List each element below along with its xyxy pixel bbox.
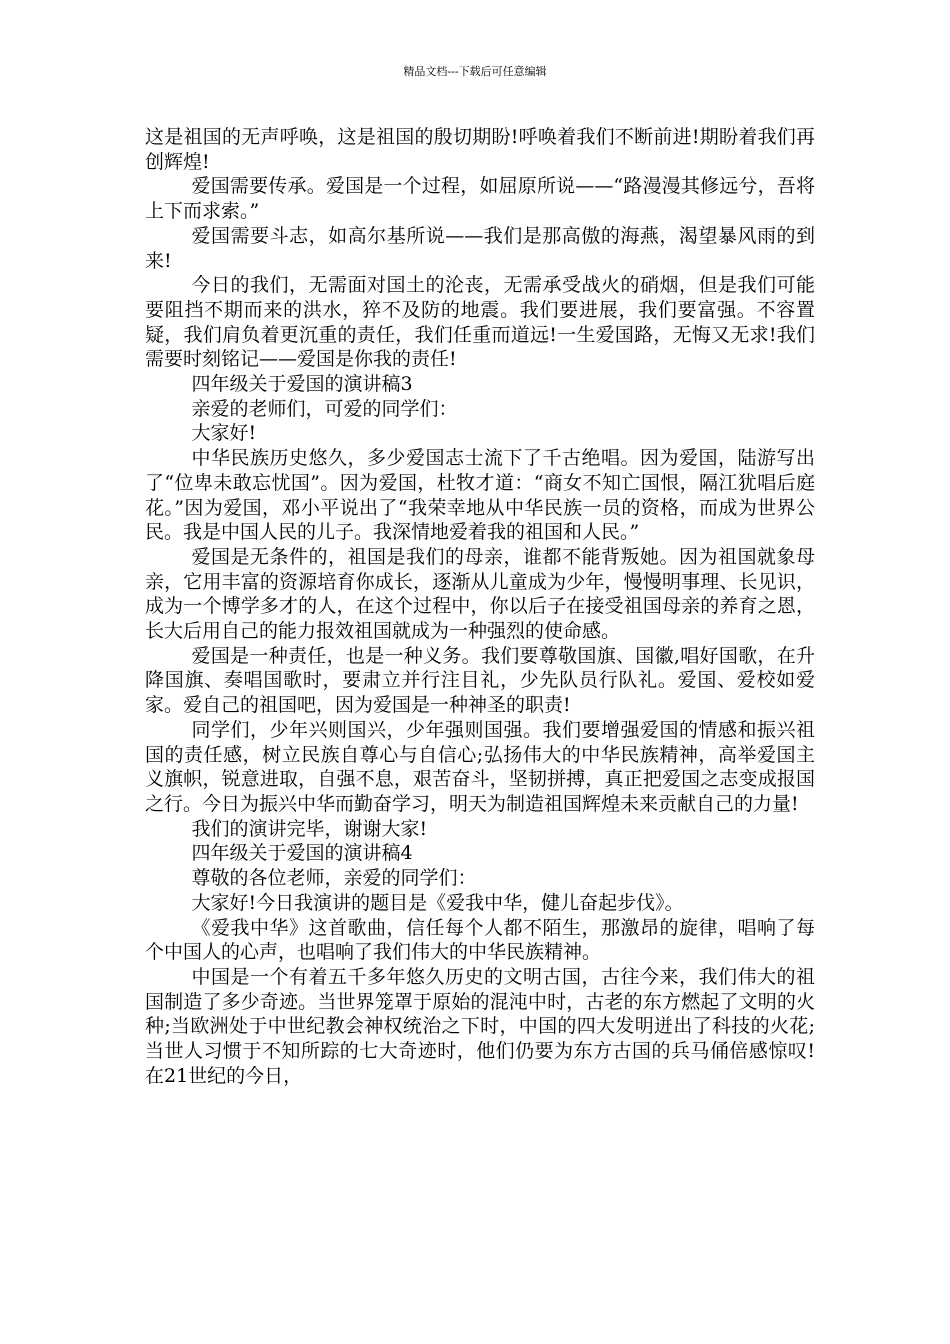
paragraph: 亲爱的老师们，可爱的同学们： — [191, 397, 458, 420]
paragraph: 我们的演讲完毕，谢谢大家! — [191, 817, 428, 840]
paragraph: 《爱我中华》这首歌曲，信任每个人都不陌生，那激昂的旋律，唱响了每个中国人的心声，也唱响了我们伟大的中华民族精神。 — [145, 916, 815, 964]
paragraph: 四年级关于爱国的演讲稿4 — [191, 842, 413, 865]
paragraph: 中国是一个有着五千多年悠久历史的文明古国，古往今来，我们伟大的祖国制造了多少奇迹。当世界笼罩于原始的混沌中时，古老的东方燃起了文明的火种;当欧洲处于中世纪教会神权统治之下时，中国的四大发明迸出了科技的火花;当世人习惯于不知所踪的七大奇迹时，他们仍要为东方古国的兵马俑倍感惊叹!在21世纪的今日， — [145, 965, 815, 1087]
paragraph: 同学们，少年兴则国兴，少年强则国强。我们要增强爱国的情感和振兴祖国的责任感，树立民族自尊心与自信心;弘扬伟大的中华民族精神，高举爱国主义旗帜，锐意进取，自强不息，艰苦奋斗，坚韧拼搏，真正把爱国之志变成报国之行。今日为振兴中华而勤奋学习，明天为制造祖国辉煌未来贡献自己的力量! — [145, 718, 815, 815]
paragraph: 爱国是无条件的，祖国是我们的母亲，谁都不能背叛她。因为祖国就象母亲，它用丰富的资源培育你成长，逐渐从儿童成为少年，慢慢明事理、长见识，成为一个博学多才的人，在这个过程中，你以后子在接受祖国母亲的养育之恩，长大后用自己的能力报效祖国就成为一种强烈的使命感。 — [145, 545, 815, 643]
paragraph: 爱国是一种责任，也是一种义务。我们要尊敬国旗、国徽,唱好国歌，在升降国旗、奏唱国歌时，要肃立并行注目礼，少先队员行队礼。爱国、爱校如爱家。爱自己的祖国吧，因为爱国是一种神圣的职责! — [145, 644, 815, 717]
paragraph: 中华民族历史悠久，多少爱国志士流下了千古绝唱。因为爱国，陆游写出了“位卑未敢忘忧国”。因为爱国，杜牧才道：“商女不知亡国恨，隔江犹唱后庭花。”因为爱国，邓小平说出了“我荣幸地从中华民族一员的资格，而成为世界公民。我是中国人民的儿子。我深情地爱着我的祖国和人民。” — [145, 447, 815, 544]
document-body — [145, 125, 815, 1088]
page-header: 精品文档---下载后可任意编辑 — [403, 65, 547, 78]
paragraph: 大家好! — [191, 422, 257, 445]
paragraph: 大家好!今日我演讲的题目是《爱我中华，健儿奋起步伐》。 — [191, 891, 684, 914]
paragraph: 尊敬的各位老师，亲爱的同学们： — [191, 867, 477, 890]
paragraph: 四年级关于爱国的演讲稿3 — [191, 373, 413, 396]
paragraph: 今日的我们，无需面对国土的沦丧，无需承受战火的硝烟，但是我们可能要阻挡不期而来的洪水，猝不及防的地震。我们要进展，我们要富强。不容置疑，我们肩负着更沉重的责任，我们任重而道远!一生爱国路，无悔又无求!我们需要时刻铭记——爱国是你我的责任! — [145, 274, 815, 371]
paragraph: 这是祖国的无声呼唤，这是祖国的殷切期盼!呼唤着我们不断前进!期盼着我们再创辉煌! — [145, 126, 815, 173]
paragraph: 爱国需要传承。爱国是一个过程，如屈原所说——“路漫漫其修远兮，吾将上下而求索。” — [145, 175, 815, 223]
paragraph: 爱国需要斗志，如高尔基所说——我们是那高傲的海燕，渴望暴风雨的到来! — [145, 224, 815, 272]
